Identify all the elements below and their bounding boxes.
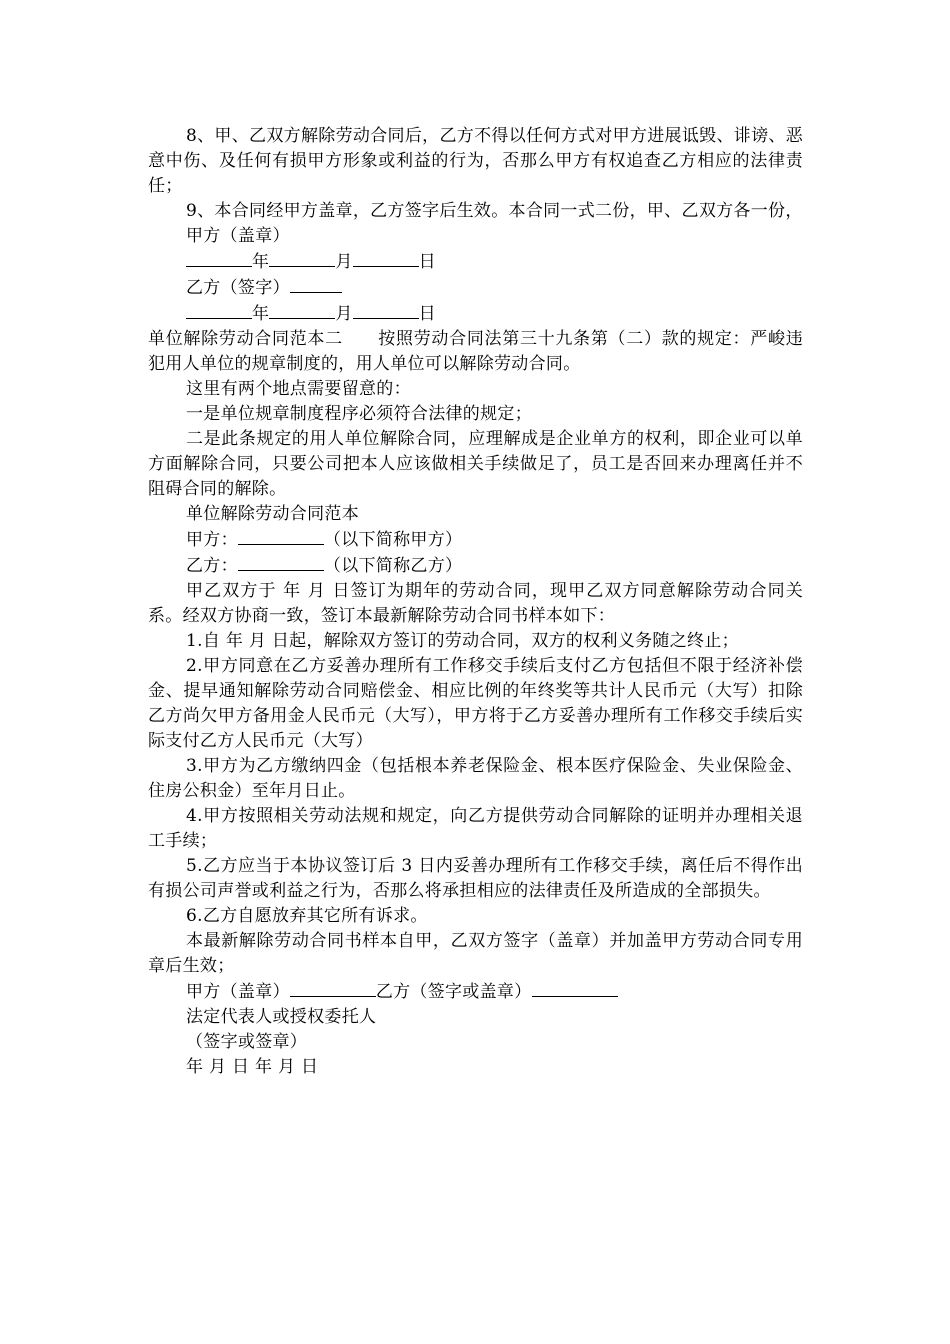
document-body xyxy=(148,124,803,1080)
sign-party-a: 甲方（盖章） xyxy=(186,226,290,246)
item-3: 3.甲方为乙方缴纳四金（包括根本养老保险金、根本医疗保险金、失业保险金、住房公积金）至年月日止。 xyxy=(148,756,803,801)
final-signature-line: 甲方（盖章） 乙方（签字或盖章） xyxy=(148,979,803,1005)
representative-label: 法定代表人或授权委托人 xyxy=(186,1007,377,1027)
agreement-intro: 甲乙双方于 年 月 日签订为期年的劳动合同，现甲乙双方同意解除劳动合同关系。经双方协商一致，签订本最新解除劳动合同书样本如下： xyxy=(148,581,803,626)
blank-line xyxy=(238,553,324,571)
party-b-line: 乙方： （以下简称乙方） xyxy=(148,553,803,579)
representative-sign: （签字或签章） xyxy=(186,1032,308,1052)
item-4: 4.甲方按照相关劳动法规和规定，向乙方提供劳动合同解除的证明并办理相关退工手续； xyxy=(148,806,803,851)
sign-date-a: 年 月 日 xyxy=(148,249,803,275)
blank-line xyxy=(238,527,324,545)
blank-line xyxy=(290,979,376,997)
clause-8: 8、甲、乙双方解除劳动合同后，乙方不得以任何方式对甲方进展诋毁、诽谤、恶意中伤、及任何有损甲方形象或利益的行为，否那么甲方有权追查乙方相应的法律责任； xyxy=(148,126,803,196)
sign-date-b: 年 月 日 xyxy=(148,301,803,327)
item-6: 6.乙方自愿放弃其它所有诉求。 xyxy=(186,906,428,926)
blank-line xyxy=(353,249,419,267)
blank-line xyxy=(532,979,618,997)
item-1: 1.自 年 月 日起，解除双方签订的劳动合同，双方的权利义务随之终止； xyxy=(186,631,739,651)
item-2: 2.甲方同意在乙方妥善办理所有工作移交手续后支付乙方包括但不限于经济补偿金、提早通知解除劳动合同赔偿金、相应比例的年终奖等共计人民币元（大写）扣除乙方尚欠甲方备用金人民币元（大写），甲方将于乙方妥善办理所有工作移交手续后实际支付乙方人民币元（大写） xyxy=(148,656,803,751)
effect-clause: 本最新解除劳动合同书样本自甲，乙双方签字（盖章）并加盖甲方劳动合同专用章后生效； xyxy=(148,931,803,976)
blank-line xyxy=(186,249,252,267)
sign-party-b: 乙方（签字） xyxy=(148,275,803,301)
blank-line xyxy=(269,249,335,267)
note-1: 一是单位规章制度程序必须符合法律的规定； xyxy=(186,404,532,424)
item-5: 5.乙方应当于本协议签订后 3 日内妥善办理所有工作移交手续，离任后不得作出有损公司声誉或利益之行为，否那么将承担相应的法律责任及所造成的全部损失。 xyxy=(148,856,803,901)
note-intro: 这里有两个地点需要留意的： xyxy=(186,379,411,399)
section-heading-2: 单位解除劳动合同范本二 按照劳动合同法第三十九条第（二）款的规定：严峻违犯用人单位的规章制度的，用人单位可以解除劳动合同。 xyxy=(148,329,803,374)
blank-line xyxy=(353,301,419,319)
blank-line xyxy=(186,301,252,319)
template-title: 单位解除劳动合同范本 xyxy=(186,504,359,524)
party-a-line: 甲方： （以下简称甲方） xyxy=(148,527,803,553)
final-date-line: 年 月 日 年 月 日 xyxy=(186,1057,319,1077)
note-2: 二是此条规定的用人单位解除合同，应理解成是企业单方的权利，即企业可以单方面解除合同，只要公司把本人应该做相关手续做足了，员工是否回来办理离任并不阻碍合同的解除。 xyxy=(148,429,803,499)
blank-line xyxy=(290,275,342,293)
blank-line xyxy=(269,301,335,319)
clause-9: 9、本合同经甲方盖章，乙方签字后生效。本合同一式二份，甲、乙双方各一份， xyxy=(186,201,803,221)
